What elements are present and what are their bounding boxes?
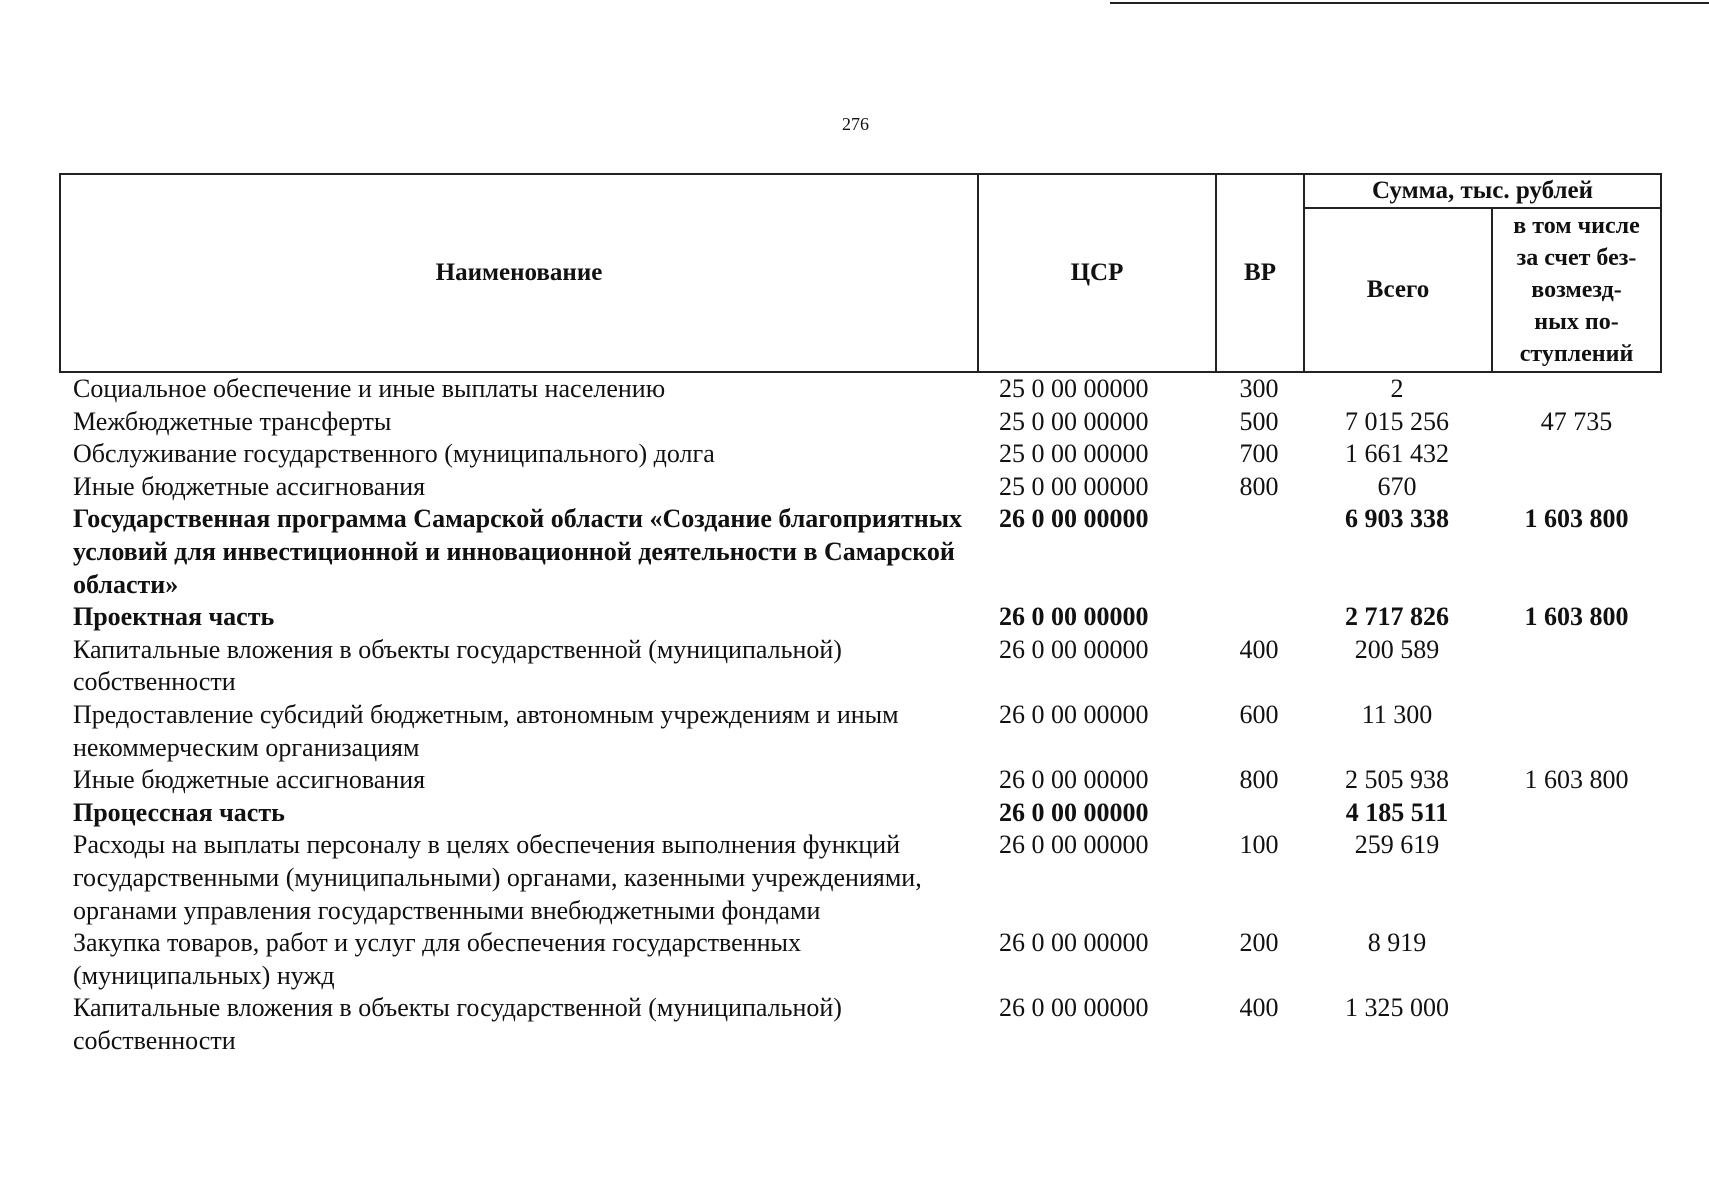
table-row xyxy=(59,471,1662,504)
top-rule xyxy=(1110,2,1709,4)
row-total: 259 619 xyxy=(1354,830,1440,860)
row-vr: 700 xyxy=(1239,439,1279,469)
table-row xyxy=(59,406,1662,439)
header-incl: в том числе за счет без- возмезд- ных по- ступлений xyxy=(1513,213,1640,367)
row-vr: 100 xyxy=(1239,830,1279,860)
row-incl: 1 603 800 xyxy=(1524,765,1629,795)
row-incl: 47 735 xyxy=(1540,406,1613,436)
row-incl xyxy=(1491,699,1662,764)
row-incl xyxy=(1491,992,1662,1057)
row-incl xyxy=(1491,634,1662,699)
table-row xyxy=(59,503,1662,601)
row-csr: 25 0 00 00000 xyxy=(999,439,1149,469)
row-total: 670 xyxy=(1377,471,1417,501)
table-row xyxy=(59,601,1662,634)
row-vr: 400 xyxy=(1239,993,1279,1023)
row-vr xyxy=(1215,503,1303,601)
row-vr: 300 xyxy=(1239,374,1279,403)
row-total: 11 300 xyxy=(1361,699,1433,729)
row-incl xyxy=(1491,797,1662,830)
row-total: 2 505 938 xyxy=(1345,765,1449,795)
table-row xyxy=(59,829,1662,927)
table-body xyxy=(59,373,1662,1057)
page-number-text: 276 xyxy=(842,114,869,134)
row-csr: 26 0 00 00000 xyxy=(999,504,1149,534)
row-name: Социальное обеспечение и иные выплаты населению xyxy=(73,374,666,403)
row-name: Проектная часть xyxy=(73,602,275,632)
row-csr: 26 0 00 00000 xyxy=(999,928,1149,958)
row-name: Расходы на выплаты персоналу в целях обеспечения выполнения функций государственными (муниципальными) органами, казенными учреждениями, органами управления государственными внебюджетными фондами xyxy=(73,830,922,925)
row-name: Межбюджетные трансферты xyxy=(73,406,392,436)
row-incl xyxy=(1491,471,1662,504)
row-vr: 800 xyxy=(1239,471,1279,501)
row-total: 1 661 432 xyxy=(1345,439,1449,469)
header-csr: ЦСР xyxy=(979,175,1217,371)
row-total: 1 325 000 xyxy=(1345,993,1449,1023)
row-incl xyxy=(1491,373,1662,406)
header-name: Наименование xyxy=(61,175,979,371)
row-csr: 26 0 00 00000 xyxy=(999,797,1149,827)
table-row xyxy=(59,373,1662,406)
header-sum: Сумма, тыс. рублей xyxy=(1305,175,1660,209)
header-vr: ВР xyxy=(1217,175,1305,371)
row-name: Иные бюджетные ассигнования xyxy=(73,765,426,795)
row-name: Капитальные вложения в объекты государственной (муниципальной) собственности xyxy=(73,993,842,1055)
row-vr: 600 xyxy=(1239,699,1279,729)
row-total: 4 185 511 xyxy=(1345,797,1449,827)
table-row xyxy=(59,927,1662,992)
table-header xyxy=(59,173,1662,373)
row-csr: 26 0 00 00000 xyxy=(999,765,1149,795)
row-vr xyxy=(1215,797,1303,830)
row-total: 6 903 338 xyxy=(1345,504,1449,534)
row-vr: 800 xyxy=(1239,765,1279,795)
row-csr: 25 0 00 00000 xyxy=(999,374,1149,403)
row-name: Капитальные вложения в объекты государственной (муниципальной) собственности xyxy=(73,634,842,697)
row-total: 200 589 xyxy=(1354,634,1440,664)
row-incl xyxy=(1491,927,1662,992)
row-incl: 1 603 800 xyxy=(1524,504,1629,534)
row-incl xyxy=(1491,829,1662,927)
row-csr: 25 0 00 00000 xyxy=(999,471,1149,501)
table-row xyxy=(59,438,1662,471)
table-row xyxy=(59,992,1662,1057)
row-csr: 26 0 00 00000 xyxy=(999,830,1149,860)
row-total: 2 717 826 xyxy=(1345,602,1449,632)
table-row xyxy=(59,699,1662,764)
row-total: 2 xyxy=(1390,374,1404,403)
table-row xyxy=(59,797,1662,830)
row-name: Государственная программа Самарской области «Создание благоприятных условий для инвестиционной и инновационной деятельности в Самарской области» xyxy=(73,504,963,599)
row-csr: 26 0 00 00000 xyxy=(999,699,1149,729)
row-csr: 25 0 00 00000 xyxy=(999,406,1149,436)
page-number xyxy=(0,114,1709,135)
row-vr: 500 xyxy=(1239,406,1279,436)
row-vr: 200 xyxy=(1239,928,1279,958)
row-name: Процессная часть xyxy=(73,797,285,827)
table-row xyxy=(59,764,1662,797)
row-name: Предоставление субсидий бюджетным, автономным учреждениям и иным некоммерческим организациям xyxy=(73,699,899,762)
row-total: 8 919 xyxy=(1367,928,1427,958)
row-csr: 26 0 00 00000 xyxy=(999,993,1149,1023)
row-name: Иные бюджетные ассигнования xyxy=(73,471,426,501)
row-csr: 26 0 00 00000 xyxy=(999,634,1149,664)
row-vr xyxy=(1215,601,1303,634)
row-vr: 400 xyxy=(1239,634,1279,664)
row-name: Закупка товаров, работ и услуг для обеспечения государственных (муниципальных) нужд xyxy=(73,928,802,990)
row-incl: 1 603 800 xyxy=(1524,602,1629,632)
header-total: Всего xyxy=(1305,209,1493,371)
row-total: 7 015 256 xyxy=(1345,406,1449,436)
row-csr: 26 0 00 00000 xyxy=(999,602,1149,632)
row-name: Обслуживание государственного (муниципального) долга xyxy=(73,439,715,469)
table-row xyxy=(59,634,1662,699)
row-incl xyxy=(1491,438,1662,471)
